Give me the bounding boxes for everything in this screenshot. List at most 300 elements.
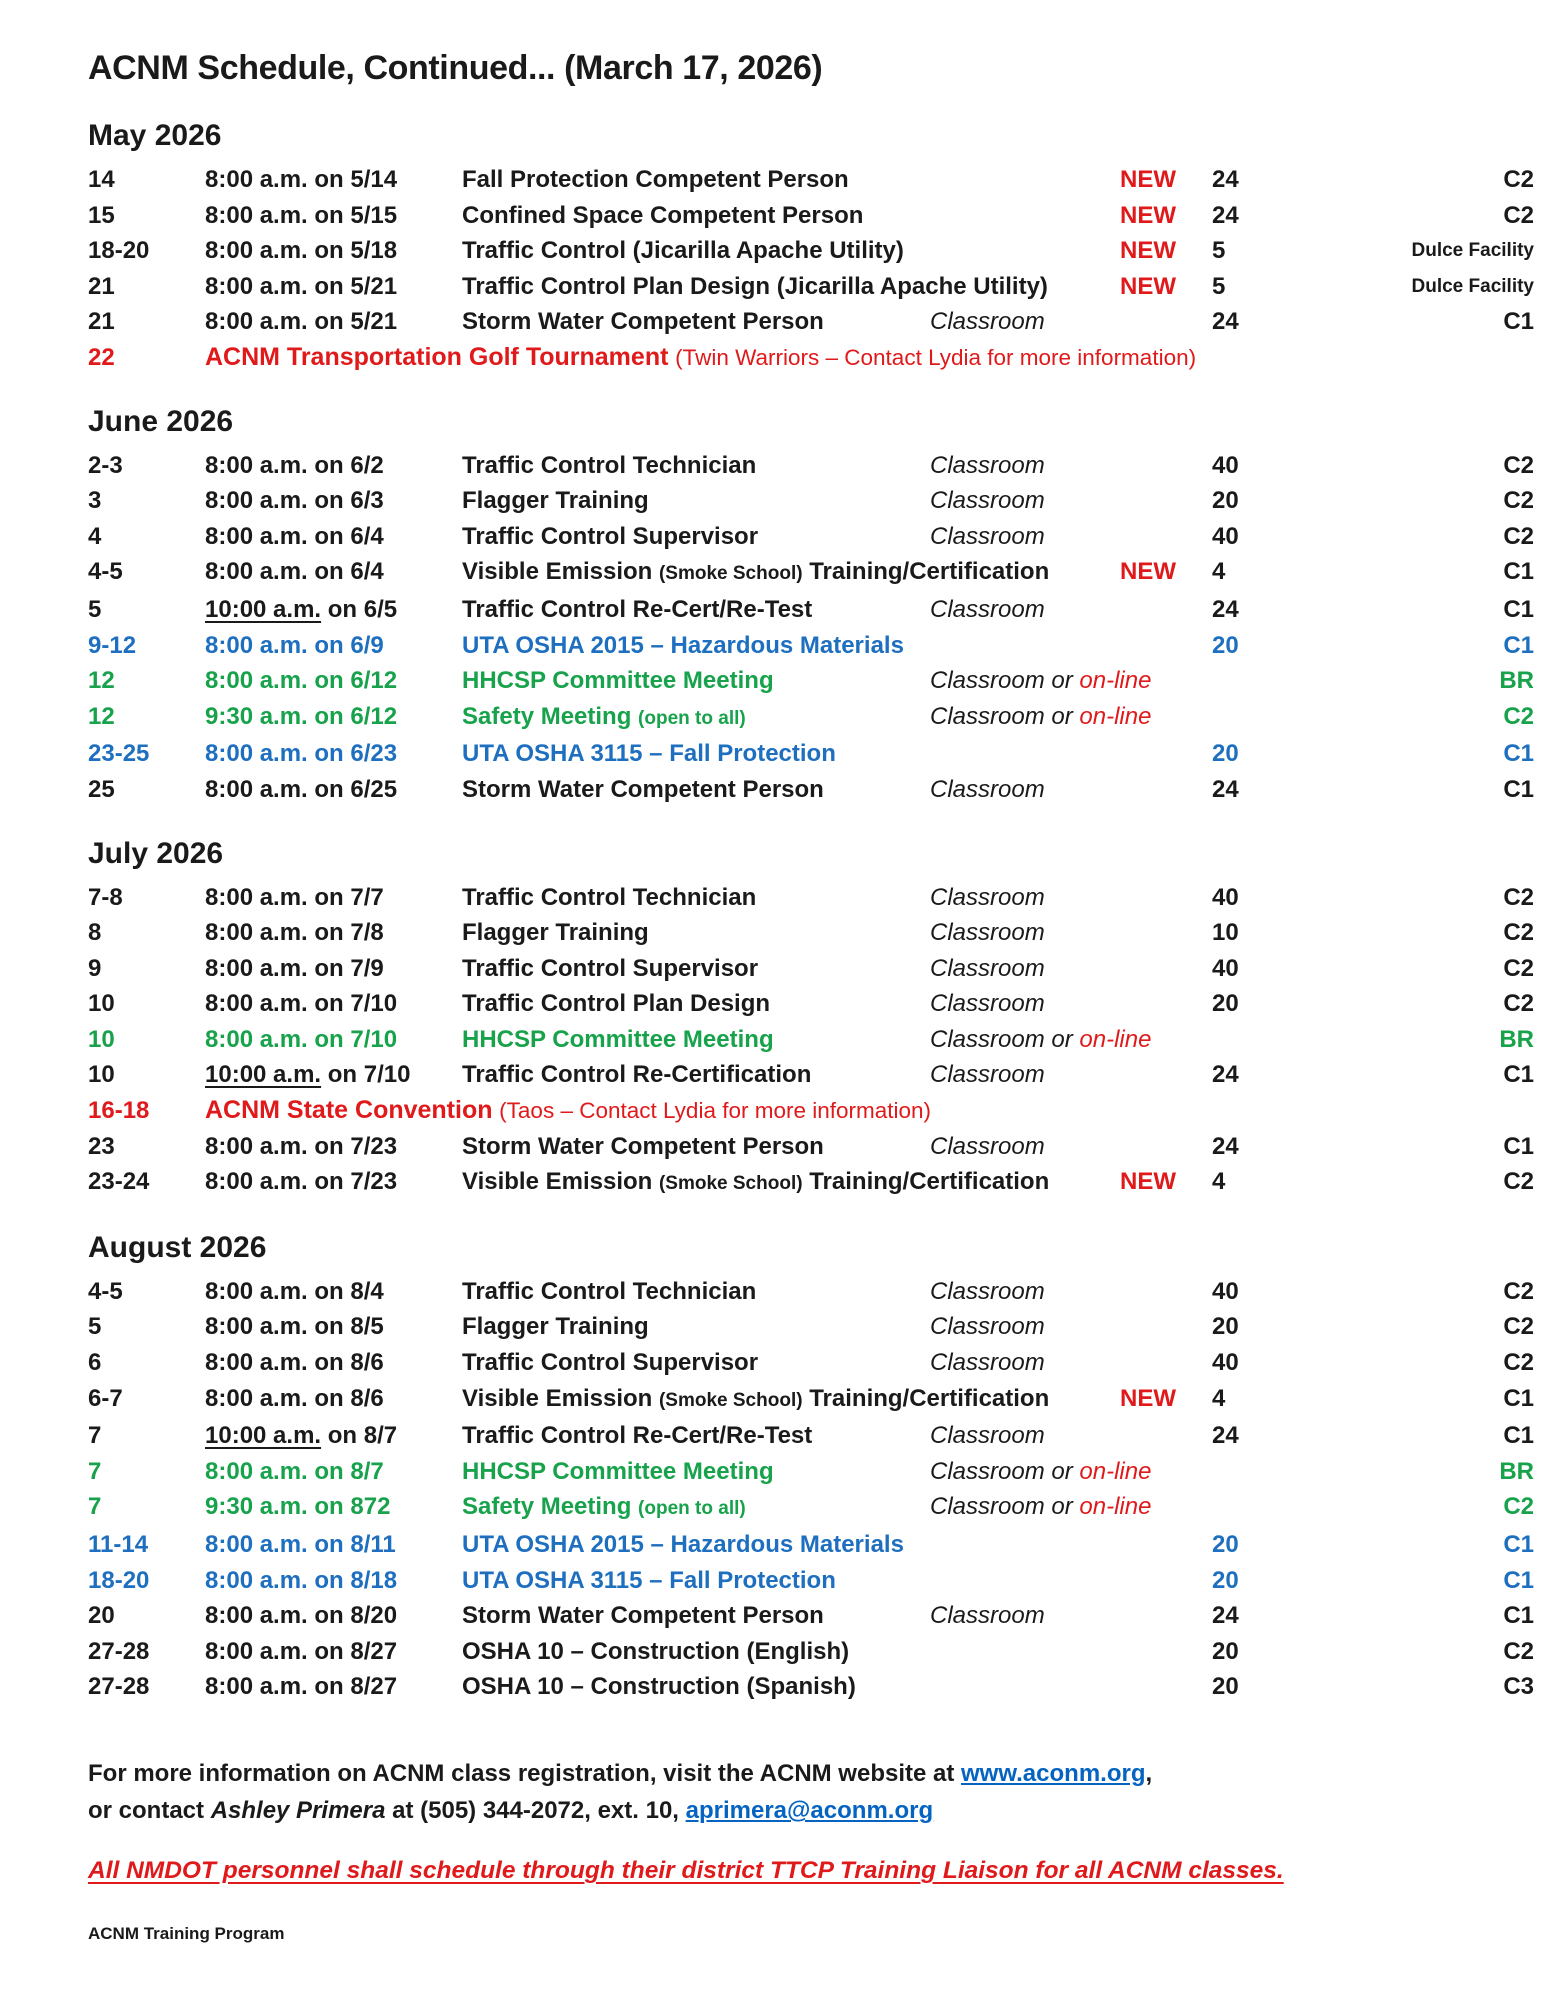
schedule-row	[88, 1418, 1534, 1454]
month-section	[88, 403, 1534, 808]
row-time: 8:00 a.m. on 8/7	[205, 1457, 384, 1485]
row-date: 23-25	[88, 740, 150, 768]
row-date: 4-5	[88, 1277, 123, 1305]
schedule-row	[88, 554, 1534, 592]
new-badge	[1120, 915, 1212, 951]
schedule-row	[88, 772, 1534, 808]
row-location	[930, 1164, 1120, 1202]
row-date: 3	[88, 487, 102, 515]
row-count: 20	[1212, 1637, 1239, 1665]
row-course: Flagger Training	[462, 1313, 649, 1341]
row-count: 20	[1212, 1673, 1239, 1701]
row-count: 20	[1212, 631, 1239, 659]
row-count: 24	[1212, 595, 1239, 623]
row-course: Storm Water Competent Person	[462, 1132, 824, 1160]
row-date: 14	[88, 166, 115, 193]
row-count: 24	[1212, 1422, 1239, 1450]
row-count: 40	[1212, 451, 1239, 479]
row-count: 5	[1212, 237, 1226, 265]
online-label: on-line	[1079, 1457, 1152, 1485]
schedule-row	[88, 1563, 1534, 1599]
new-badge	[1120, 1309, 1212, 1345]
new-badge	[1120, 1563, 1212, 1599]
row-date: 23	[88, 1132, 115, 1160]
row-time: 8:00 a.m. on 8/4	[205, 1277, 384, 1305]
row-course: Visible Emission (Smoke School) Training/Certification	[462, 1168, 1050, 1196]
row-location: Classroom	[930, 919, 1045, 947]
row-date: 5	[88, 1313, 102, 1341]
row-code: C1	[1503, 775, 1534, 803]
row-time: 9:30 a.m. on 6/12	[205, 702, 398, 730]
new-badge	[1120, 1527, 1212, 1563]
new-badge	[1120, 1489, 1212, 1527]
row-count: 24	[1212, 775, 1239, 803]
schedule-row	[88, 1309, 1534, 1345]
new-badge	[1120, 1345, 1212, 1381]
row-course: Storm Water Competent Person	[462, 775, 824, 803]
row-location: Classroom	[930, 522, 1045, 550]
row-time: 10:00 a.m. on 8/7	[205, 1422, 398, 1450]
schedule-row	[88, 628, 1534, 664]
row-code: C2	[1503, 451, 1534, 479]
row-course: Storm Water Competent Person	[462, 1602, 824, 1630]
row-time: 8:00 a.m. on 7/23	[205, 1168, 398, 1196]
course-subtext: (Smoke School)	[658, 563, 803, 585]
aconm-website-link[interactable]: www.aconm.org	[961, 1759, 1146, 1787]
row-date: 27-28	[88, 1673, 150, 1701]
schedule-row	[88, 1129, 1534, 1165]
row-date: 7	[88, 1457, 102, 1485]
row-code: C2	[1503, 1637, 1534, 1665]
row-date: 25	[88, 775, 115, 803]
row-code: C1	[1503, 631, 1534, 659]
row-code: C1	[1503, 595, 1534, 623]
page-title: ACNM Schedule, Continued... (March 17, 2026)	[88, 49, 823, 87]
row-code: C3	[1503, 1673, 1534, 1701]
row-course: Traffic Control Technician	[462, 883, 757, 911]
row-location: Classroom or on-line	[930, 1457, 1152, 1485]
schedule-row	[88, 448, 1534, 484]
row-location: Classroom	[930, 451, 1045, 479]
event-row	[88, 1093, 1458, 1129]
row-time: 8:00 a.m. on 5/14	[205, 166, 398, 193]
month-title: August 2026	[88, 1230, 267, 1264]
registration-info-line1	[88, 1755, 1458, 1793]
program-name: ACNM Training Program	[88, 1924, 285, 1943]
row-course: UTA OSHA 3115 – Fall Protection	[462, 740, 836, 768]
row-count: 24	[1212, 1061, 1239, 1089]
event-title: ACNM State Convention	[205, 1096, 493, 1125]
registration-info-line2	[88, 1792, 1458, 1830]
event-note: (Twin Warriors – Contact Lydia for more information)	[675, 344, 1197, 370]
row-course: UTA OSHA 3115 – Fall Protection	[462, 1566, 836, 1594]
schedule-row	[88, 1164, 1534, 1202]
schedule-row	[88, 1527, 1534, 1563]
schedule-row	[88, 1057, 1534, 1093]
row-count	[1212, 1454, 1398, 1490]
row-code: C2	[1503, 487, 1534, 515]
row-code: C2	[1503, 201, 1534, 229]
row-date: 7	[88, 1493, 102, 1521]
row-code: BR	[1499, 1457, 1534, 1485]
new-badge: NEW	[1120, 1168, 1176, 1196]
row-code: C1	[1503, 740, 1534, 768]
month-section	[88, 1229, 1534, 1705]
row-course: Visible Emission (Smoke School) Training/Certification	[462, 558, 1050, 586]
row-count: 4	[1212, 1168, 1226, 1196]
row-location: Classroom	[930, 1313, 1045, 1341]
row-course: Traffic Control Supervisor	[462, 1349, 759, 1377]
new-badge	[1120, 483, 1212, 519]
new-badge	[1120, 699, 1212, 737]
row-course: Fall Protection Competent Person	[462, 166, 849, 193]
row-date: 21	[88, 272, 115, 300]
new-badge	[1120, 1418, 1212, 1454]
row-date: 4-5	[88, 558, 123, 586]
schedule-row	[88, 1274, 1534, 1310]
row-code: C2	[1503, 883, 1534, 911]
row-code: C1	[1503, 1602, 1534, 1630]
row-time: 8:00 a.m. on 7/8	[205, 919, 384, 947]
row-location: Classroom	[930, 775, 1045, 803]
row-location: Classroom	[930, 1422, 1045, 1450]
row-location: Classroom or on-line	[930, 1025, 1152, 1053]
row-time: 8:00 a.m. on 8/27	[205, 1673, 398, 1701]
contact-name: Ashley Primera	[210, 1797, 386, 1825]
month-title: June 2026	[88, 404, 234, 438]
row-location: Classroom or on-line	[930, 702, 1152, 730]
row-count: 24	[1212, 1602, 1239, 1630]
row-count: 4	[1212, 558, 1226, 586]
row-date: 20	[88, 1602, 115, 1630]
course-subtext: (Smoke School)	[658, 1389, 803, 1411]
new-badge	[1120, 1634, 1212, 1670]
row-time: 8:00 a.m. on 8/20	[205, 1602, 398, 1630]
schedule-row	[88, 1669, 1534, 1705]
new-badge	[1120, 1598, 1212, 1634]
schedule-row	[88, 233, 1534, 269]
course-subtext: (open to all)	[638, 1498, 746, 1520]
footer	[88, 1755, 1458, 1885]
row-code: C2	[1503, 1313, 1534, 1341]
row-location	[930, 1563, 1120, 1599]
row-date: 6	[88, 1349, 102, 1377]
info-text: or contact	[88, 1797, 211, 1825]
row-course: Visible Emission (Smoke School) Training/Certification	[462, 1384, 1050, 1412]
nmdot-notice: All NMDOT personnel shall schedule through their district TTCP Training Liaison for all ACNM classes.	[88, 1856, 1284, 1884]
month-title: July 2026	[88, 836, 224, 870]
row-time: 8:00 a.m. on 5/21	[205, 272, 398, 300]
row-time: 8:00 a.m. on 6/3	[205, 487, 384, 515]
row-time: 8:00 a.m. on 6/2	[205, 451, 384, 479]
online-label: on-line	[1079, 1025, 1152, 1053]
schedule-row	[88, 519, 1534, 555]
new-badge	[1120, 628, 1212, 664]
course-subtext: (open to all)	[638, 707, 746, 729]
row-count: 40	[1212, 522, 1239, 550]
row-code: C2	[1503, 1349, 1534, 1377]
schedule-row	[88, 663, 1534, 699]
row-location: Classroom	[930, 954, 1045, 982]
row-location: Classroom	[930, 487, 1045, 515]
schedule-row	[88, 1454, 1534, 1490]
row-time: 8:00 a.m. on 8/6	[205, 1349, 384, 1377]
row-course: Flagger Training	[462, 919, 649, 947]
row-code: C1	[1503, 1566, 1534, 1594]
row-date: 4	[88, 522, 102, 550]
row-count: 24	[1212, 201, 1239, 229]
schedule-row	[88, 1634, 1534, 1670]
new-badge: NEW	[1120, 1384, 1176, 1412]
contact-email-link[interactable]: aprimera@aconm.org	[685, 1797, 934, 1825]
row-count: 5	[1212, 272, 1226, 300]
row-code: BR	[1499, 1025, 1534, 1053]
row-code: Dulce Facility	[1411, 275, 1534, 297]
row-code: C2	[1503, 954, 1534, 982]
new-badge	[1120, 663, 1212, 699]
row-code: BR	[1499, 667, 1534, 695]
month-title: May 2026	[88, 119, 222, 152]
row-date: 18-20	[88, 237, 150, 265]
info-text-comma: ,	[1145, 1759, 1153, 1787]
row-date: 21	[88, 308, 115, 336]
new-badge	[1120, 448, 1212, 484]
online-label: on-line	[1079, 667, 1152, 695]
schedule-row	[88, 592, 1534, 628]
row-time: 8:00 a.m. on 8/6	[205, 1384, 384, 1412]
row-location: Classroom	[930, 595, 1045, 623]
row-code: C1	[1503, 308, 1534, 336]
row-count: 40	[1212, 883, 1239, 911]
row-count: 24	[1212, 166, 1239, 193]
row-count: 4	[1212, 1384, 1226, 1412]
month-section	[88, 835, 1534, 1202]
new-badge	[1120, 736, 1212, 772]
event-content	[205, 340, 1545, 376]
new-badge	[1120, 592, 1212, 628]
row-count: 20	[1212, 990, 1239, 1018]
row-course: Traffic Control Technician	[462, 451, 757, 479]
row-time: 8:00 a.m. on 7/7	[205, 883, 384, 911]
row-course: Traffic Control (Jicarilla Apache Utility)	[462, 237, 904, 265]
row-code: C2	[1503, 702, 1534, 730]
row-count: 24	[1212, 1132, 1239, 1160]
new-badge	[1120, 1057, 1212, 1093]
row-course: Traffic Control Supervisor	[462, 954, 759, 982]
row-location	[930, 162, 1120, 198]
row-count	[1212, 663, 1398, 699]
new-badge: NEW	[1120, 272, 1176, 300]
course-subtext: (Smoke School)	[658, 1173, 803, 1195]
row-count: 20	[1212, 1566, 1239, 1594]
row-course: OSHA 10 – Construction (Spanish)	[462, 1673, 856, 1701]
row-date: 12	[88, 702, 115, 730]
row-location	[930, 269, 1120, 305]
row-code: C1	[1503, 1384, 1534, 1412]
new-badge	[1120, 986, 1212, 1022]
schedule-row	[88, 198, 1534, 234]
info-text: at (505) 344-2072, ext. 10,	[385, 1797, 686, 1825]
row-count: 40	[1212, 1349, 1239, 1377]
row-course: UTA OSHA 2015 – Hazardous Materials	[462, 631, 904, 659]
row-course: Traffic Control Re-Certification	[462, 1061, 812, 1089]
row-location	[930, 1634, 1120, 1670]
row-location: Classroom or on-line	[930, 1493, 1152, 1521]
row-date: 11-14	[88, 1531, 149, 1558]
row-date: 8	[88, 919, 102, 947]
row-date: 7-8	[88, 883, 123, 911]
row-course: Traffic Control Supervisor	[462, 522, 759, 550]
row-time: 9:30 a.m. on 872	[205, 1493, 391, 1521]
row-count: 20	[1212, 1313, 1239, 1341]
row-time: 8:00 a.m. on 8/27	[205, 1637, 398, 1665]
row-count: 40	[1212, 954, 1239, 982]
row-course: Traffic Control Plan Design	[462, 990, 771, 1018]
row-code: C2	[1503, 1277, 1534, 1305]
row-code: C1	[1503, 558, 1534, 586]
row-time: 8:00 a.m. on 6/25	[205, 775, 398, 803]
row-code: C2	[1503, 1168, 1534, 1196]
row-date: 5	[88, 595, 102, 623]
new-badge	[1120, 951, 1212, 987]
row-location: Classroom	[930, 990, 1045, 1018]
row-course: Storm Water Competent Person	[462, 308, 824, 336]
row-date: 9	[88, 954, 102, 982]
schedule-row	[88, 1598, 1534, 1634]
schedule-row	[88, 1345, 1534, 1381]
row-date: 27-28	[88, 1637, 150, 1665]
row-time: 8:00 a.m. on 8/5	[205, 1313, 384, 1341]
online-label: on-line	[1079, 702, 1152, 730]
row-date: 15	[88, 201, 115, 229]
new-badge	[1120, 1129, 1212, 1165]
row-date: 2-3	[88, 451, 123, 479]
event-note: (Taos – Contact Lydia for more information)	[499, 1098, 932, 1124]
row-location	[930, 628, 1120, 664]
row-count	[1212, 1489, 1398, 1527]
new-badge	[1120, 772, 1212, 808]
row-code: C1	[1503, 1061, 1534, 1089]
row-count: 40	[1212, 1277, 1239, 1305]
row-date: 9-12	[88, 631, 137, 659]
schedule-row	[88, 304, 1534, 340]
schedule-row	[88, 699, 1534, 737]
new-badge	[1120, 304, 1212, 340]
schedule-sections	[88, 117, 1534, 1705]
row-date: 16-18	[88, 1097, 150, 1125]
row-count: 20	[1212, 487, 1239, 515]
row-location	[930, 1669, 1120, 1705]
row-location	[930, 554, 1120, 592]
row-time: 8:00 a.m. on 8/18	[205, 1566, 398, 1594]
new-badge	[1120, 1454, 1212, 1490]
schedule-row	[88, 915, 1534, 951]
row-count	[1212, 699, 1398, 737]
new-badge: NEW	[1120, 237, 1176, 265]
row-location	[930, 736, 1120, 772]
row-code: C1	[1503, 1422, 1534, 1450]
row-time: 8:00 a.m. on 7/10	[205, 1025, 398, 1053]
row-location: Classroom	[930, 883, 1045, 911]
row-count: 20	[1212, 740, 1239, 768]
schedule-row	[88, 162, 1534, 198]
row-course: Confined Space Competent Person	[462, 201, 864, 229]
row-time: 8:00 a.m. on 7/9	[205, 954, 384, 982]
row-course: Flagger Training	[462, 487, 649, 515]
row-date: 6-7	[88, 1384, 123, 1412]
new-badge: NEW	[1120, 166, 1176, 193]
row-course: Safety Meeting (open to all)	[462, 1493, 746, 1521]
schedule-row	[88, 1489, 1534, 1527]
schedule-row	[88, 736, 1534, 772]
row-location: Classroom	[930, 308, 1045, 336]
schedule-row	[88, 880, 1534, 916]
row-location: Classroom	[930, 1602, 1045, 1630]
row-course: Traffic Control Technician	[462, 1277, 757, 1305]
row-time: 10:00 a.m. on 7/10	[205, 1061, 411, 1089]
underlined-time: 10:00 a.m.	[205, 1422, 322, 1450]
row-count: 10	[1212, 919, 1239, 947]
row-code: C2	[1503, 166, 1534, 193]
row-time: 8:00 a.m. on 7/23	[205, 1132, 398, 1160]
row-code: C2	[1503, 919, 1534, 947]
row-code: C2	[1503, 990, 1534, 1018]
new-badge: NEW	[1120, 201, 1176, 229]
row-code: C1	[1503, 1132, 1534, 1160]
row-count: 24	[1212, 308, 1239, 336]
row-course: HHCSP Committee Meeting	[462, 1025, 774, 1053]
row-course: Traffic Control Re-Cert/Re-Test	[462, 595, 813, 623]
row-count: 20	[1212, 1531, 1239, 1558]
row-date: 23-24	[88, 1168, 150, 1196]
schedule-row	[88, 483, 1534, 519]
underlined-time: 10:00 a.m.	[205, 595, 322, 623]
schedule-row	[88, 1022, 1534, 1058]
new-badge	[1120, 1669, 1212, 1705]
row-location	[930, 233, 1120, 269]
row-date: 12	[88, 667, 115, 695]
new-badge	[1120, 1274, 1212, 1310]
row-time: 8:00 a.m. on 6/9	[205, 631, 384, 659]
event-row	[88, 340, 1458, 376]
row-course: OSHA 10 – Construction (English)	[462, 1637, 850, 1665]
row-location: Classroom	[930, 1061, 1045, 1089]
row-course: HHCSP Committee Meeting	[462, 1457, 774, 1485]
row-time: 8:00 a.m. on 5/15	[205, 201, 398, 229]
row-location	[930, 1527, 1120, 1563]
row-location	[930, 198, 1120, 234]
row-date: 10	[88, 1025, 115, 1053]
online-label: on-line	[1079, 1493, 1152, 1521]
event-title: ACNM Transportation Golf Tournament	[205, 342, 669, 371]
new-badge	[1120, 880, 1212, 916]
row-location: Classroom	[930, 1349, 1045, 1377]
row-course: Safety Meeting (open to all)	[462, 702, 746, 730]
row-time: 8:00 a.m. on 8/11	[205, 1531, 396, 1558]
new-badge: NEW	[1120, 558, 1176, 586]
row-time: 8:00 a.m. on 7/10	[205, 990, 398, 1018]
info-text: For more information on ACNM class registration, visit the ACNM website at	[88, 1759, 962, 1787]
row-date: 18-20	[88, 1566, 150, 1594]
schedule-row	[88, 1381, 1534, 1419]
row-course: UTA OSHA 2015 – Hazardous Materials	[462, 1531, 904, 1558]
row-date: 22	[88, 343, 115, 371]
row-count	[1212, 1022, 1398, 1058]
event-content	[205, 1093, 1545, 1129]
new-badge	[1120, 519, 1212, 555]
row-location: Classroom	[930, 1132, 1045, 1160]
underlined-time: 10:00 a.m.	[205, 1061, 322, 1089]
